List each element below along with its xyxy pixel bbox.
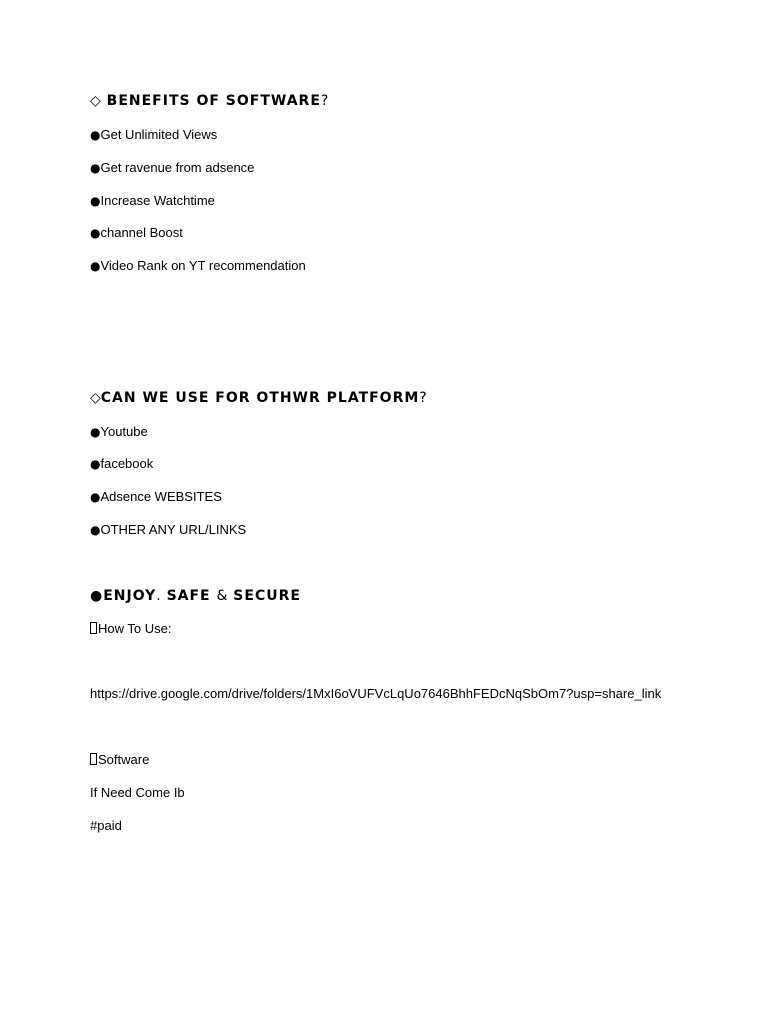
ampersand: &	[216, 588, 228, 604]
list-item-text: facebook	[100, 456, 154, 471]
need-come-ib-text: If Need Come Ib	[90, 785, 185, 800]
bullet-icon: ●	[90, 259, 101, 273]
list-item	[90, 522, 246, 538]
how-to-use-line	[90, 621, 171, 637]
secure-word: SECURE	[233, 588, 301, 604]
list-item-text: Get Unlimited Views	[100, 127, 218, 142]
enjoy-separator: .	[156, 588, 161, 604]
bullet-icon: ●	[90, 194, 101, 208]
software-line	[90, 752, 149, 768]
list-item	[90, 127, 217, 143]
list-item-text: Video Rank on YT recommendation	[100, 258, 306, 273]
missing-glyph-icon	[90, 753, 97, 765]
list-item	[90, 193, 215, 209]
missing-glyph-icon	[90, 622, 97, 634]
benefits-suffix: ?	[320, 93, 329, 109]
list-item	[90, 160, 254, 176]
platform-suffix: ?	[419, 390, 427, 406]
diamond-icon: ◇	[90, 93, 101, 109]
diamond-icon: ◇	[90, 390, 101, 406]
enjoy-heading	[90, 588, 301, 604]
enjoy-word: ENJOY	[103, 588, 157, 604]
drive-link[interactable]: https://drive.google.com/drive/folders/1MxI6oVUFVcLqUo7646BhhFEDcNqSbOm7?usp=share_link	[90, 686, 662, 701]
software-label: Software	[98, 752, 150, 767]
list-item	[90, 456, 153, 472]
bullet-icon: ●	[90, 457, 101, 471]
list-item-text: Youtube	[100, 424, 148, 439]
bullet-icon: ●	[90, 425, 101, 439]
paid-hashtag: #paid	[90, 818, 122, 833]
list-item	[90, 424, 148, 440]
how-to-use-label: How To Use:	[98, 621, 172, 636]
bullet-icon: ●	[90, 128, 101, 142]
bullet-icon: ●	[90, 226, 101, 240]
benefits-heading	[90, 93, 328, 109]
platform-heading	[90, 390, 427, 406]
list-item	[90, 489, 222, 505]
benefits-title: BENEFITS OF SOFTWARE	[106, 93, 321, 109]
list-item	[90, 258, 306, 274]
list-item-text: Increase Watchtime	[100, 193, 215, 208]
list-item-text: Get ravenue from adsence	[100, 160, 255, 175]
safe-word: SAFE	[166, 588, 211, 604]
bullet-icon: ●	[90, 490, 101, 504]
bullet-icon: ●	[90, 523, 101, 537]
list-item-text: channel Boost	[100, 225, 183, 240]
platform-title: CAN WE USE FOR OTHWR PLATFORM	[100, 390, 420, 406]
list-item-text: OTHER ANY URL/LINKS	[100, 522, 247, 537]
bullet-icon: ●	[90, 588, 104, 604]
list-item-text: Adsence WEBSITES	[100, 489, 222, 504]
list-item	[90, 225, 183, 241]
bullet-icon: ●	[90, 161, 101, 175]
